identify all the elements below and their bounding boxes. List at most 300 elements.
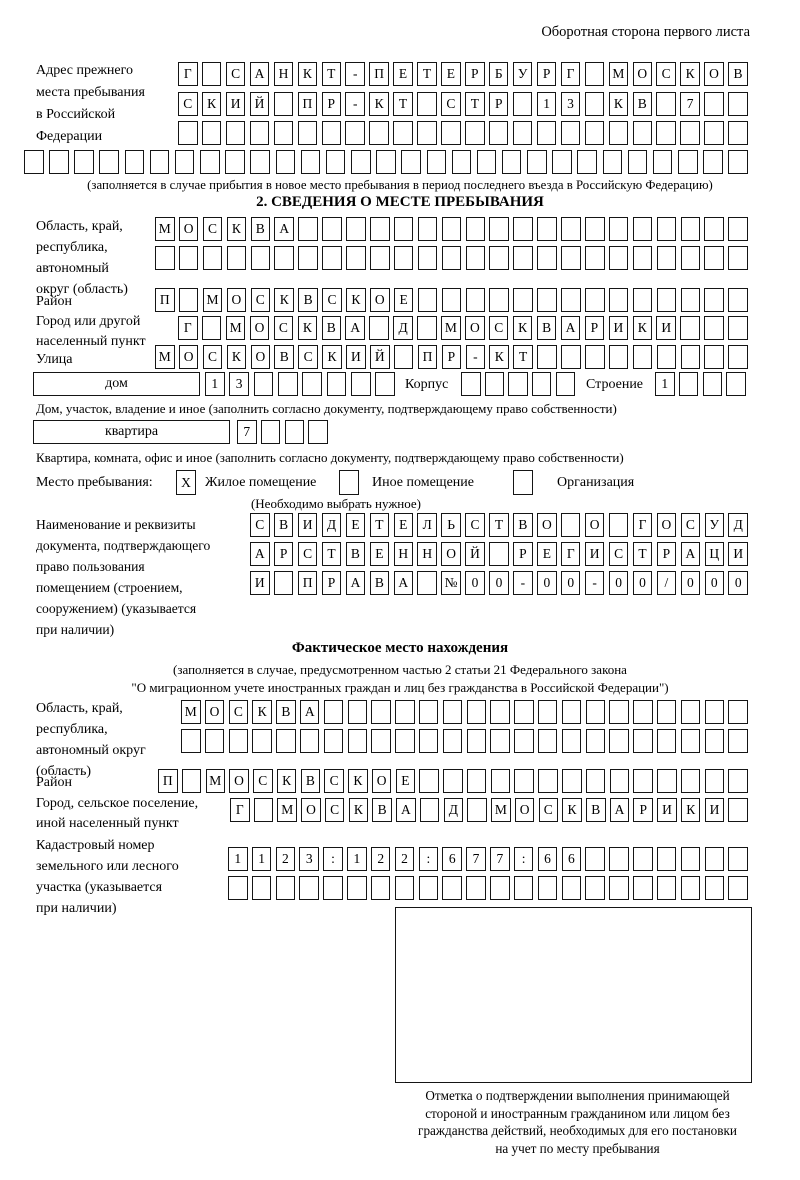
char-cell: Е (394, 513, 414, 537)
char-cell (443, 729, 463, 753)
char-cell (276, 876, 296, 900)
char-cell (552, 150, 572, 174)
char-cell: М (206, 769, 226, 793)
char-cell (585, 121, 605, 145)
char-cell: К (274, 288, 294, 312)
char-cell (466, 876, 486, 900)
char-cell: С (325, 798, 345, 822)
char-cell: В (322, 316, 342, 340)
kvartira-box: квартира (33, 420, 230, 444)
char-cell: С (250, 513, 270, 537)
char-cell (728, 316, 748, 340)
label-line: Кадастровый номер (36, 838, 155, 853)
char-cell (657, 246, 677, 270)
korpus-row (461, 372, 575, 396)
char-cell: А (300, 700, 320, 724)
char-cell: В (298, 288, 318, 312)
char-cell (418, 217, 438, 241)
char-cell (502, 150, 522, 174)
char-cell (657, 345, 677, 369)
char-cell (538, 876, 558, 900)
char-cell: М (181, 700, 201, 724)
char-cell (178, 121, 198, 145)
char-cell: О (179, 217, 199, 241)
fact-oblast-row-1 (181, 700, 748, 724)
char-cell (308, 420, 328, 444)
char-cell: К (349, 798, 369, 822)
char-cell (556, 372, 576, 396)
prev-address-note: (заполняется в случае прибытия в новое место пребывания в период последнего въезда в Российскую Федерацию) (87, 178, 713, 192)
char-cell (274, 246, 294, 270)
char-cell: Л (417, 513, 437, 537)
char-cell (532, 372, 552, 396)
char-cell (376, 150, 396, 174)
char-cell: С (609, 542, 629, 566)
char-cell: В (276, 700, 296, 724)
char-cell (705, 847, 725, 871)
char-cell (633, 246, 653, 270)
char-cell (298, 217, 318, 241)
char-cell (205, 729, 225, 753)
doc-row-2 (250, 542, 748, 566)
char-cell: 7 (680, 92, 700, 116)
char-cell: О (537, 513, 557, 537)
char-cell (704, 316, 724, 340)
char-cell: О (465, 316, 485, 340)
char-cell: П (369, 62, 389, 86)
char-cell (465, 121, 485, 145)
char-cell: Ц (705, 542, 725, 566)
char-cell (250, 150, 270, 174)
char-cell (252, 729, 272, 753)
mesto-label: Место пребывания: (36, 475, 153, 490)
char-cell: М (226, 316, 246, 340)
char-cell: П (158, 769, 178, 793)
char-cell: С (489, 316, 509, 340)
char-cell (229, 729, 249, 753)
char-cell: И (609, 316, 629, 340)
char-cell: Т (489, 513, 509, 537)
char-cell (562, 769, 582, 793)
char-cell (703, 150, 723, 174)
char-cell (298, 246, 318, 270)
char-cell: 0 (609, 571, 629, 595)
fact-heading: Фактическое место нахождения (291, 640, 509, 656)
char-cell: А (250, 542, 270, 566)
char-cell (657, 769, 677, 793)
char-cell: В (728, 62, 748, 86)
char-cell: А (681, 542, 701, 566)
char-cell (585, 288, 605, 312)
char-cell (301, 150, 321, 174)
char-cell (537, 121, 557, 145)
char-cell: 6 (538, 847, 558, 871)
char-cell (633, 847, 653, 871)
char-cell: Р (585, 316, 605, 340)
char-cell (513, 246, 533, 270)
char-cell: У (513, 62, 533, 86)
char-cell: В (586, 798, 606, 822)
char-cell (351, 372, 371, 396)
char-cell: А (396, 798, 416, 822)
char-cell (467, 769, 487, 793)
char-cell: С (229, 700, 249, 724)
char-cell: 0 (537, 571, 557, 595)
char-cell (537, 246, 557, 270)
char-cell (302, 372, 322, 396)
char-cell: А (610, 798, 630, 822)
char-cell (418, 288, 438, 312)
char-cell (653, 150, 673, 174)
char-cell (704, 345, 724, 369)
char-cell: А (561, 316, 581, 340)
char-cell: 1 (537, 92, 557, 116)
char-cell (394, 345, 414, 369)
char-cell (49, 150, 69, 174)
char-cell: В (301, 769, 321, 793)
kadastr-label (36, 835, 221, 919)
char-cell (466, 217, 486, 241)
char-cell: К (298, 316, 318, 340)
char-cell: И (728, 542, 748, 566)
char-cell (202, 62, 222, 86)
char-cell (202, 121, 222, 145)
char-cell (274, 571, 294, 595)
char-cell: Р (633, 798, 653, 822)
char-cell (657, 288, 677, 312)
char-cell: С (203, 217, 223, 241)
char-cell: М (609, 62, 629, 86)
char-cell (276, 729, 296, 753)
label-line: республика, (36, 240, 108, 255)
char-cell (562, 700, 582, 724)
char-cell: Г (561, 62, 581, 86)
char-cell (609, 121, 629, 145)
zhiloe-label: Жилое помещение (205, 475, 317, 490)
label-line: республика, (36, 722, 108, 737)
char-cell: Т (417, 62, 437, 86)
char-cell: И (657, 798, 677, 822)
char-cell (610, 769, 630, 793)
prev-address-row-1 (178, 62, 748, 86)
char-cell (656, 121, 676, 145)
char-cell (274, 92, 294, 116)
char-cell: С (656, 62, 676, 86)
char-cell (371, 876, 391, 900)
char-cell: А (274, 217, 294, 241)
char-cell (537, 217, 557, 241)
char-cell (681, 729, 701, 753)
char-cell: Г (230, 798, 250, 822)
oblast-row-1 (155, 217, 748, 241)
char-cell (704, 246, 724, 270)
char-cell (345, 121, 365, 145)
char-cell (125, 150, 145, 174)
char-cell: Е (394, 288, 414, 312)
char-cell: 1 (205, 372, 225, 396)
fact-note-2: "О миграционном учете иностранных граждан и лиц без гражданства в Российской Федерации") (131, 680, 669, 695)
char-cell (585, 345, 605, 369)
char-cell: К (277, 769, 297, 793)
korpus-label: Корпус (405, 377, 449, 392)
char-cell: 6 (442, 847, 462, 871)
char-cell: К (252, 700, 272, 724)
char-cell (24, 150, 44, 174)
char-cell: Р (465, 62, 485, 86)
char-cell: Т (513, 345, 533, 369)
char-cell (538, 700, 558, 724)
char-cell (326, 150, 346, 174)
char-cell (489, 217, 509, 241)
char-cell (226, 121, 246, 145)
char-cell: Г (178, 62, 198, 86)
char-cell: О (227, 288, 247, 312)
char-cell: 7 (237, 420, 257, 444)
char-cell (427, 150, 447, 174)
char-cell: А (394, 571, 414, 595)
oblast-row-2 (155, 246, 748, 270)
char-cell: К (346, 288, 366, 312)
char-cell (728, 121, 748, 145)
stamp-box (395, 907, 752, 1083)
char-cell: В (346, 542, 366, 566)
char-cell (657, 700, 677, 724)
char-cell (375, 372, 395, 396)
char-cell: Р (322, 571, 342, 595)
char-cell (609, 700, 629, 724)
char-cell: - (513, 571, 533, 595)
char-cell: К (369, 92, 389, 116)
prev-address-row-3 (178, 121, 748, 145)
fact-note-1: (заполняется в случае, предусмотренном частью 2 статьи 21 Федерального закона (173, 662, 627, 677)
char-cell (609, 513, 629, 537)
label-line: на учет по месту пребывания (495, 1140, 660, 1156)
char-cell (679, 372, 699, 396)
label-line: (область) (36, 764, 92, 779)
char-cell: № (441, 571, 461, 595)
rayon-row (155, 288, 748, 312)
organizatsiya-label: Организация (557, 475, 635, 490)
label-line: автономный округ (36, 743, 146, 758)
char-cell (489, 288, 509, 312)
char-cell (680, 121, 700, 145)
prev-address-row-2 (178, 92, 748, 116)
char-cell (417, 316, 437, 340)
char-cell (527, 150, 547, 174)
char-cell (370, 246, 390, 270)
char-cell: Г (561, 542, 581, 566)
char-cell (728, 246, 748, 270)
char-cell (585, 847, 605, 871)
char-cell (417, 121, 437, 145)
char-cell (371, 729, 391, 753)
char-cell: Е (393, 62, 413, 86)
char-cell (441, 121, 461, 145)
char-cell: О (205, 700, 225, 724)
char-cell: И (226, 92, 246, 116)
char-cell: С (324, 769, 344, 793)
char-cell (299, 876, 319, 900)
char-cell: 3 (229, 372, 249, 396)
char-cell (513, 217, 533, 241)
char-cell (561, 217, 581, 241)
char-cell: С (465, 513, 485, 537)
label-line: при наличии) (36, 901, 117, 916)
char-cell (603, 150, 623, 174)
char-cell: М (203, 288, 223, 312)
char-cell (705, 769, 725, 793)
label-line: иной населенный пункт (36, 816, 179, 831)
char-cell (181, 729, 201, 753)
inoe-label: Иное помещение (372, 475, 474, 490)
char-cell: О (515, 798, 535, 822)
char-cell (370, 217, 390, 241)
char-cell: 1 (347, 847, 367, 871)
char-cell: В (633, 92, 653, 116)
char-cell: 2 (395, 847, 415, 871)
stroenie-row (655, 372, 746, 396)
char-cell: 0 (705, 571, 725, 595)
char-cell (633, 288, 653, 312)
char-cell (419, 876, 439, 900)
fact-gorod-row (230, 798, 748, 822)
fact-oblast-row-2 (181, 729, 748, 753)
char-cell: Н (394, 542, 414, 566)
char-cell (394, 217, 414, 241)
char-cell: : (323, 847, 343, 871)
ulitsa-row (155, 345, 748, 369)
char-cell (508, 372, 528, 396)
char-cell (728, 345, 748, 369)
kvartira-row (237, 420, 328, 444)
char-cell: Т (322, 542, 342, 566)
char-cell: О (229, 769, 249, 793)
char-cell (681, 700, 701, 724)
char-cell: Н (417, 542, 437, 566)
char-cell (254, 798, 274, 822)
char-cell (656, 92, 676, 116)
organizatsiya-checkbox (513, 470, 533, 495)
stroenie-label: Строение (586, 377, 644, 392)
label-line: Адрес прежнего (36, 63, 133, 78)
char-cell (261, 420, 281, 444)
char-cell (585, 876, 605, 900)
char-cell: К (202, 92, 222, 116)
char-cell (562, 729, 582, 753)
char-cell (586, 769, 606, 793)
char-cell: С (681, 513, 701, 537)
char-cell: 0 (728, 571, 748, 595)
char-cell (155, 246, 175, 270)
char-cell (254, 372, 274, 396)
char-cell: И (705, 798, 725, 822)
char-cell: И (298, 513, 318, 537)
label-line: населенный пункт (36, 334, 146, 349)
char-cell (681, 769, 701, 793)
char-cell (681, 345, 701, 369)
char-cell: 1 (655, 372, 675, 396)
char-cell: 0 (633, 571, 653, 595)
char-cell: Т (370, 513, 390, 537)
char-cell (585, 246, 605, 270)
char-cell: 2 (371, 847, 391, 871)
char-cell: В (537, 316, 557, 340)
char-cell (609, 246, 629, 270)
char-cell: Р (322, 92, 342, 116)
char-cell (369, 121, 389, 145)
char-cell: / (657, 571, 677, 595)
char-cell (324, 700, 344, 724)
char-cell: Е (537, 542, 557, 566)
char-cell (586, 700, 606, 724)
char-cell: 3 (561, 92, 581, 116)
label-line: округ (область) (36, 282, 128, 297)
char-cell (703, 372, 723, 396)
char-cell: И (250, 571, 270, 595)
char-cell: О (370, 288, 390, 312)
char-cell: Н (274, 62, 294, 86)
char-cell: О (704, 62, 724, 86)
char-cell (348, 729, 368, 753)
char-cell: М (441, 316, 461, 340)
char-cell: И (656, 316, 676, 340)
char-cell (586, 729, 606, 753)
doc-row-1 (250, 513, 748, 537)
char-cell (74, 150, 94, 174)
char-cell: В (274, 345, 294, 369)
char-cell (633, 345, 653, 369)
label-line: Область, край, (36, 701, 123, 716)
char-cell: Й (465, 542, 485, 566)
kvartira-note: Квартира, комната, офис и иное (заполнить согласно документу, подтверждающему право собственности) (36, 450, 624, 465)
char-cell (200, 150, 220, 174)
label-line: сооружением) (указывается (36, 601, 197, 616)
char-cell: С (274, 316, 294, 340)
char-cell: Е (346, 513, 366, 537)
char-cell: С (298, 542, 318, 566)
char-cell (728, 769, 748, 793)
prev-address-row-4 (24, 150, 748, 174)
char-cell (633, 876, 653, 900)
char-cell (561, 288, 581, 312)
char-cell: Б (489, 62, 509, 86)
char-cell: : (514, 847, 534, 871)
char-cell (99, 150, 119, 174)
char-cell: Й (370, 345, 390, 369)
label-line: Город, сельское поселение, (36, 796, 199, 811)
label-line: стороной и иностранным гражданином или лицом без (425, 1105, 730, 1121)
char-cell (461, 372, 481, 396)
char-cell (401, 150, 421, 174)
char-cell (728, 798, 748, 822)
char-cell (681, 288, 701, 312)
char-cell (420, 798, 440, 822)
char-cell (728, 92, 748, 116)
char-cell (225, 150, 245, 174)
char-cell (728, 729, 748, 753)
char-cell: Т (633, 542, 653, 566)
char-cell: Р (657, 542, 677, 566)
char-cell (537, 345, 557, 369)
label-line: документа, подтверждающего (36, 538, 211, 553)
char-cell (681, 876, 701, 900)
char-cell: П (155, 288, 175, 312)
label-line: право пользования (36, 559, 145, 574)
char-cell: Р (274, 542, 294, 566)
label-line: места пребывания (36, 85, 145, 100)
char-cell (491, 769, 511, 793)
char-cell (633, 769, 653, 793)
